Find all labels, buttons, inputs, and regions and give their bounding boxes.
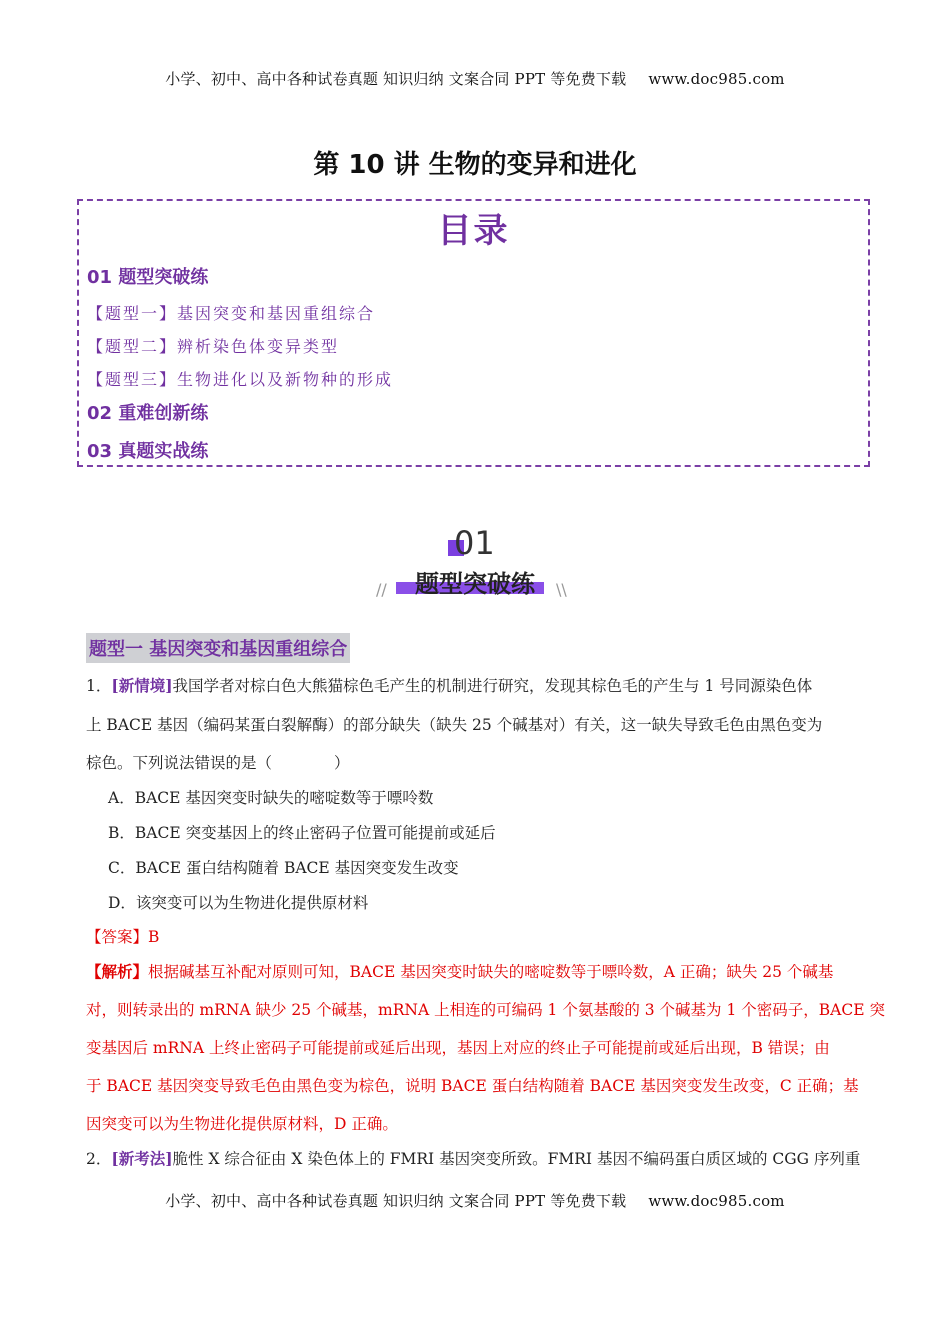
page-footer [0,1190,950,1211]
q1-option-d[interactable]: D．该突变可以为生物进化提供原材料 [108,894,369,912]
answer-value: B [148,928,160,946]
q1-answer [86,925,159,947]
section-badge [370,522,580,606]
q1-option-c[interactable]: C．BACE 蛋白结构随着 BACE 基因突变发生改变 [108,859,459,877]
q1-analysis-line-4: 于 BACE 基因突变导致毛色由黑色变为棕色，说明 BACE 蛋白结构随着 BACE 基因突变发生改变，C 正确；基 [86,1077,859,1095]
analysis-tag: 【解析】 [86,962,149,981]
footer-url: www.doc985.com [648,1192,785,1210]
q1-analysis-line-1: 【解析】根据碱基互补配对原则可知，BACE 基因突变时缺失的嘧啶数等于嘌呤数，A 正确；缺失 25 个碱基 [86,962,834,981]
toc-item-type-1[interactable]: 【题型一】基因突变和基因重组综合 [87,304,376,323]
q2-tag: [新考法] [111,1149,173,1168]
header-url: www.doc985.com [648,70,785,88]
q1-analysis-line-3: 变基因后 mRNA 上终止密码子可能提前或延后出现，基因上对应的终止子可能提前或延后出现，B 错误；由 [86,1039,830,1057]
type-heading: 题型一 基因突变和基因重组综合 [86,633,350,663]
q1-option-b[interactable]: B．BACE 突变基因上的终止密码子位置可能提前或延后 [108,824,496,842]
q1-line-3: 棕色。下列说法错误的是（ ） [86,754,350,772]
table-of-contents [77,199,870,467]
badge-slash-right: \\ [556,580,567,599]
page-header [0,68,950,89]
toc-heading: 目录 [437,211,510,251]
toc-section-03[interactable]: 03 真题实战练 [87,441,209,462]
q1-analysis-line-5: 因突变可以为生物进化提供原材料，D 正确。 [86,1115,398,1133]
q1-line-1: 1．[新情境]我国学者对棕白色大熊猫棕色毛产生的机制进行研究，发现其棕色毛的产生与 1 号同源染色体 [86,676,813,695]
q1-analysis-line-2: 对，则转录出的 mRNA 缺少 25 个碱基，mRNA 上相连的可编码 1 个氨基酸的 3 个碱基为 1 个密码子，BACE 突 [86,1001,885,1019]
footer-text: 小学、初中、高中各种试卷真题 知识归纳 文案合同 PPT 等免费下载 [165,1192,627,1210]
header-text: 小学、初中、高中各种试卷真题 知识归纳 文案合同 PPT 等免费下载 [165,70,627,88]
toc-item-type-2[interactable]: 【题型二】辨析染色体变异类型 [87,337,340,356]
q1-number: 1． [86,677,112,695]
answer-tag: 【答案】 [86,928,149,946]
q1-line-2: 上 BACE 基因（编码某蛋白裂解酶）的部分缺失（缺失 25 个碱基对）有关，这一缺失导致毛色由黑色变为 [86,716,823,734]
toc-section-01[interactable]: 01 题型突破练 [87,267,209,288]
q2-number: 2． [86,1150,112,1168]
q1-tag: [新情境] [111,676,173,695]
page-title: 第 10 讲 生物的变异和进化 [313,150,637,180]
badge-title: 题型突破练 [415,570,535,598]
badge-number: 01 [454,524,495,562]
q1-option-a[interactable]: A．BACE 基因突变时缺失的嘧啶数等于嘌呤数 [108,789,434,807]
badge-slash-left: // [376,580,387,599]
toc-item-type-3[interactable]: 【题型三】生物进化以及新物种的形成 [87,370,394,389]
toc-section-02[interactable]: 02 重难创新练 [87,403,209,424]
q2-line-1: 2．[新考法]脆性 X 综合征由 X 染色体上的 FMRI 基因突变所致。FMRI 基因不编码蛋白质区域的 CGG 序列重 [86,1149,861,1168]
